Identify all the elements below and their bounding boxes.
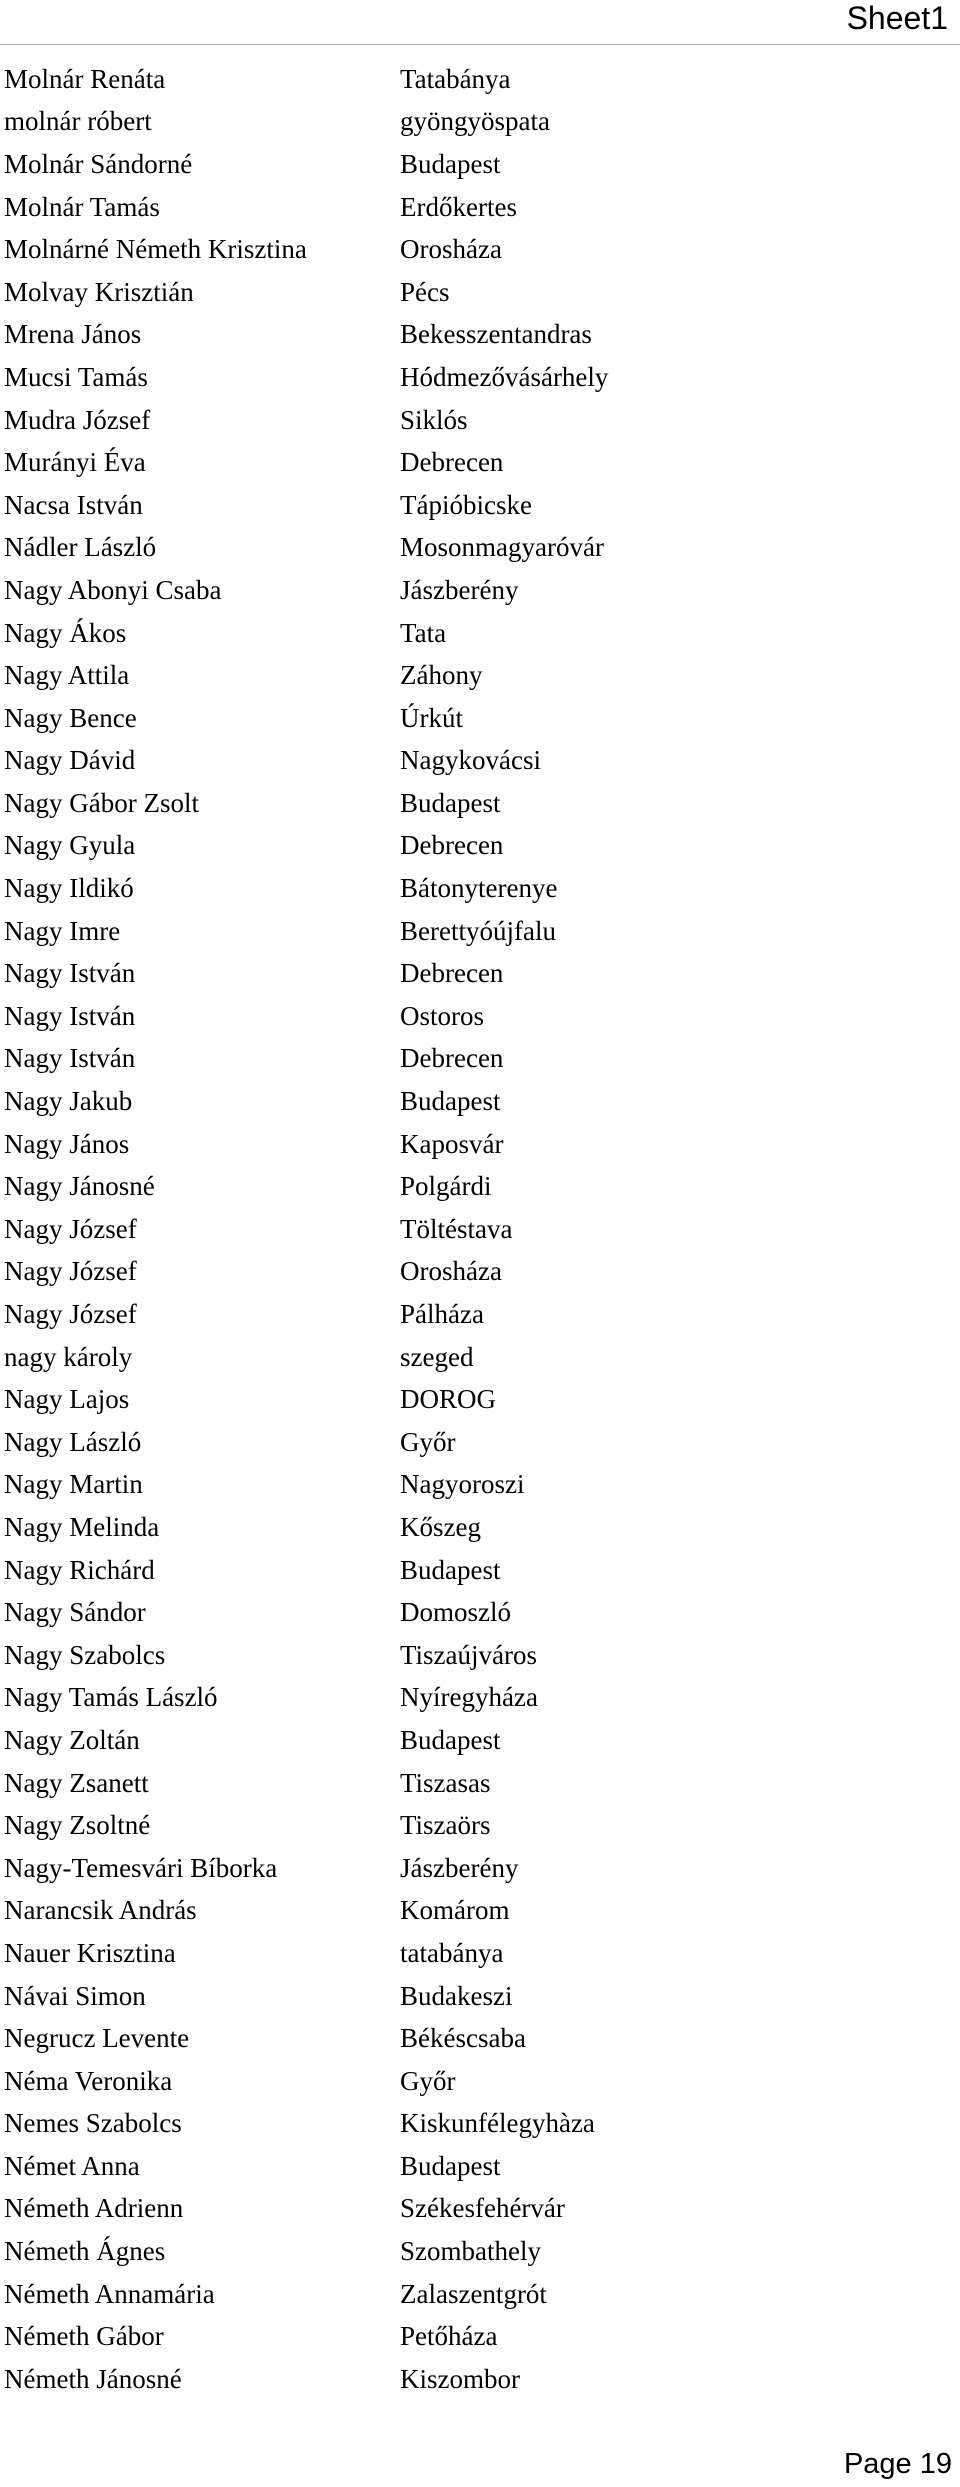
table-row [4,995,944,1038]
city-cell: Jászberény [400,574,519,605]
table-row [4,314,944,357]
table-row [4,1591,944,1634]
name-cell: Mucsi Tamás [4,361,148,392]
name-cell: Nagy István [4,958,136,989]
city-cell: Úrkút [400,702,463,733]
name-cell: Nagy Ildikó [4,873,134,904]
name-cell: Nagy Lajos [4,1384,130,1415]
name-cell: Nagy Szabolcs [4,1639,166,1670]
city-cell: Budapest [400,1724,501,1755]
page-number: Page 19 [843,2448,952,2480]
city-cell: Debrecen [400,830,504,861]
table-row [4,1762,944,1805]
city-cell: Jászberény [400,1852,519,1883]
city-cell: Nagyoroszi [400,1469,525,1500]
name-cell: Németh Adrienn [4,2193,184,2224]
city-cell: Orosháza [400,234,502,265]
city-cell: Szombathely [400,2236,541,2267]
name-cell: Nemes Szabolcs [4,2108,182,2139]
name-cell: Nagy Attila [4,660,130,691]
city-cell: Pálháza [400,1299,484,1330]
city-cell: Erdőkertes [400,191,517,222]
name-cell: Németh Jánosné [4,2363,182,2394]
city-cell: Budapest [400,787,501,818]
table-row [4,1464,944,1507]
name-cell: Negrucz Levente [4,2023,190,2054]
name-cell: Mrena János [4,319,142,350]
name-cell: Nagy Zoltán [4,1724,140,1755]
table-row [4,1847,944,1890]
name-cell: Molnárné Németh Krisztina [4,234,307,265]
city-cell: Győr [400,1426,456,1457]
table-row [4,654,944,697]
table-row [4,2358,944,2401]
name-cell: Nagy Imre [4,915,121,946]
table-row [4,228,944,271]
city-cell: Berettyóújfalu [400,915,556,946]
name-cell: Nagy István [4,1000,136,1031]
city-cell: Kiskunfélegyhàza [400,2108,595,2139]
table-row [4,697,944,740]
table-row [4,1038,944,1081]
name-cell: Nagy Zsanett [4,1767,149,1798]
name-cell: Nagy Jakub [4,1086,133,1117]
name-cell: Nacsa István [4,489,143,520]
city-cell: gyöngyöspata [400,106,550,137]
city-cell: Budapest [400,148,501,179]
city-cell: szeged [400,1341,474,1372]
table-row [4,1378,944,1421]
table-row [4,952,944,995]
city-cell: Tatabánya [400,63,511,94]
table-row [4,143,944,186]
name-cell: Nagy Sándor [4,1597,146,1628]
city-cell: Komárom [400,1895,510,1926]
city-cell: Domoszló [400,1597,511,1628]
table-row [4,1549,944,1592]
city-cell: Hódmezővásárhely [400,361,609,392]
table-row [4,2060,944,2103]
table-row [4,1719,944,1762]
city-cell: Töltéstava [400,1213,513,1244]
table-row [4,1634,944,1677]
table-row [4,1677,944,1720]
name-cell: Návai Simon [4,1980,146,2011]
table-row [4,825,944,868]
city-cell: Tiszaörs [400,1810,491,1841]
table-row [4,1080,944,1123]
city-cell: Budapest [400,1086,501,1117]
name-cell: Nagy József [4,1299,137,1330]
city-cell: Orosháza [400,1256,502,1287]
table-row [4,1251,944,1294]
name-cell: Nagy Gábor Zsolt [4,787,199,818]
name-cell: Nagy Melinda [4,1511,160,1542]
table-row [4,1165,944,1208]
table-row [4,569,944,612]
table-row [4,740,944,783]
table-row [4,58,944,101]
table-row [4,441,944,484]
city-cell: Bekesszentandras [400,319,592,350]
table-row [4,782,944,825]
table-row [4,1123,944,1166]
city-cell: Záhony [400,660,483,691]
table-row [4,484,944,527]
city-cell: Kőszeg [400,1511,481,1542]
city-cell: Petőháza [400,2321,498,2352]
table-row [4,2103,944,2146]
name-cell: Molnár Sándorné [4,148,193,179]
city-cell: Mosonmagyaróvár [400,532,604,563]
name-cell: Nagy Bence [4,702,137,733]
city-cell: Kaposvár [400,1128,504,1159]
sheet-title: Sheet1 [846,0,948,36]
city-cell: Zalaszentgrót [400,2278,547,2309]
city-cell: Debrecen [400,1043,504,1074]
name-cell: Németh Annamária [4,2278,215,2309]
name-cell: Nagy Martin [4,1469,143,1500]
name-cell: Nauer Krisztina [4,1937,176,1968]
table-row [4,2188,944,2231]
name-cell: Németh Gábor [4,2321,164,2352]
table-row [4,1975,944,2018]
name-cell: Németh Ágnes [4,2236,166,2267]
name-cell: Nagy Tamás László [4,1682,218,1713]
city-cell: Tata [400,617,447,648]
table-row [4,612,944,655]
table-row [4,1506,944,1549]
name-cell: Murányi Éva [4,447,146,478]
city-cell: Siklós [400,404,468,435]
city-cell: DOROG [400,1384,497,1415]
table-row [4,1336,944,1379]
city-cell: tatabánya [400,1937,504,1968]
city-cell: Budakeszi [400,1980,513,2011]
city-cell: Nagykovácsi [400,745,541,776]
table-row [4,399,944,442]
table-row [4,2315,944,2358]
name-cell: Nádler László [4,532,157,563]
city-cell: Tápióbicske [400,489,532,520]
table-row [4,2017,944,2060]
name-cell: Nagy László [4,1426,142,1457]
name-city-table [4,58,944,2401]
city-cell: Polgárdi [400,1171,492,1202]
table-row [4,271,944,314]
name-cell: molnár róbert [4,106,152,137]
table-row [4,910,944,953]
city-cell: Debrecen [400,447,504,478]
city-cell: Ostoros [400,1000,485,1031]
name-cell: Nagy József [4,1213,137,1244]
name-cell: Molnár Renáta [4,63,166,94]
header-divider [0,44,960,45]
city-cell: Nyíregyháza [400,1682,538,1713]
table-row [4,2230,944,2273]
name-cell: Molnár Tamás [4,191,160,222]
table-row [4,1208,944,1251]
city-cell: Bátonyterenye [400,873,558,904]
table-row [4,527,944,570]
city-cell: Budapest [400,2150,501,2181]
city-cell: Pécs [400,276,450,307]
name-cell: Mudra József [4,404,151,435]
table-row [4,101,944,144]
name-cell: Nagy Dávid [4,745,136,776]
name-cell: Nagy István [4,1043,136,1074]
city-cell: Kiszombor [400,2363,520,2394]
table-row [4,2145,944,2188]
table-row [4,867,944,910]
name-cell: Molvay Krisztián [4,276,194,307]
name-cell: Nagy Jánosné [4,1171,155,1202]
table-row [4,356,944,399]
name-cell: Nagy Ákos [4,617,127,648]
name-cell: Nagy Abonyi Csaba [4,574,222,605]
city-cell: Tiszaújváros [400,1639,538,1670]
city-cell: Budapest [400,1554,501,1585]
name-cell: Nagy Gyula [4,830,136,861]
name-cell: Nagy János [4,1128,130,1159]
table-row [4,1293,944,1336]
city-cell: Győr [400,2065,456,2096]
table-row [4,1932,944,1975]
table-row [4,1421,944,1464]
city-cell: Debrecen [400,958,504,989]
city-cell: Békéscsaba [400,2023,526,2054]
table-row [4,1804,944,1847]
table-row [4,1890,944,1933]
name-cell: Német Anna [4,2150,140,2181]
name-cell: Nagy József [4,1256,137,1287]
name-cell: Narancsik András [4,1895,197,1926]
city-cell: Székesfehérvár [400,2193,565,2224]
name-cell: Nagy-Temesvári Bíborka [4,1852,278,1883]
name-cell: Nagy Richárd [4,1554,155,1585]
name-cell: nagy károly [4,1341,133,1372]
city-cell: Tiszasas [400,1767,491,1798]
name-cell: Néma Veronika [4,2065,173,2096]
name-cell: Nagy Zsoltné [4,1810,151,1841]
table-row [4,186,944,229]
table-row [4,2273,944,2316]
